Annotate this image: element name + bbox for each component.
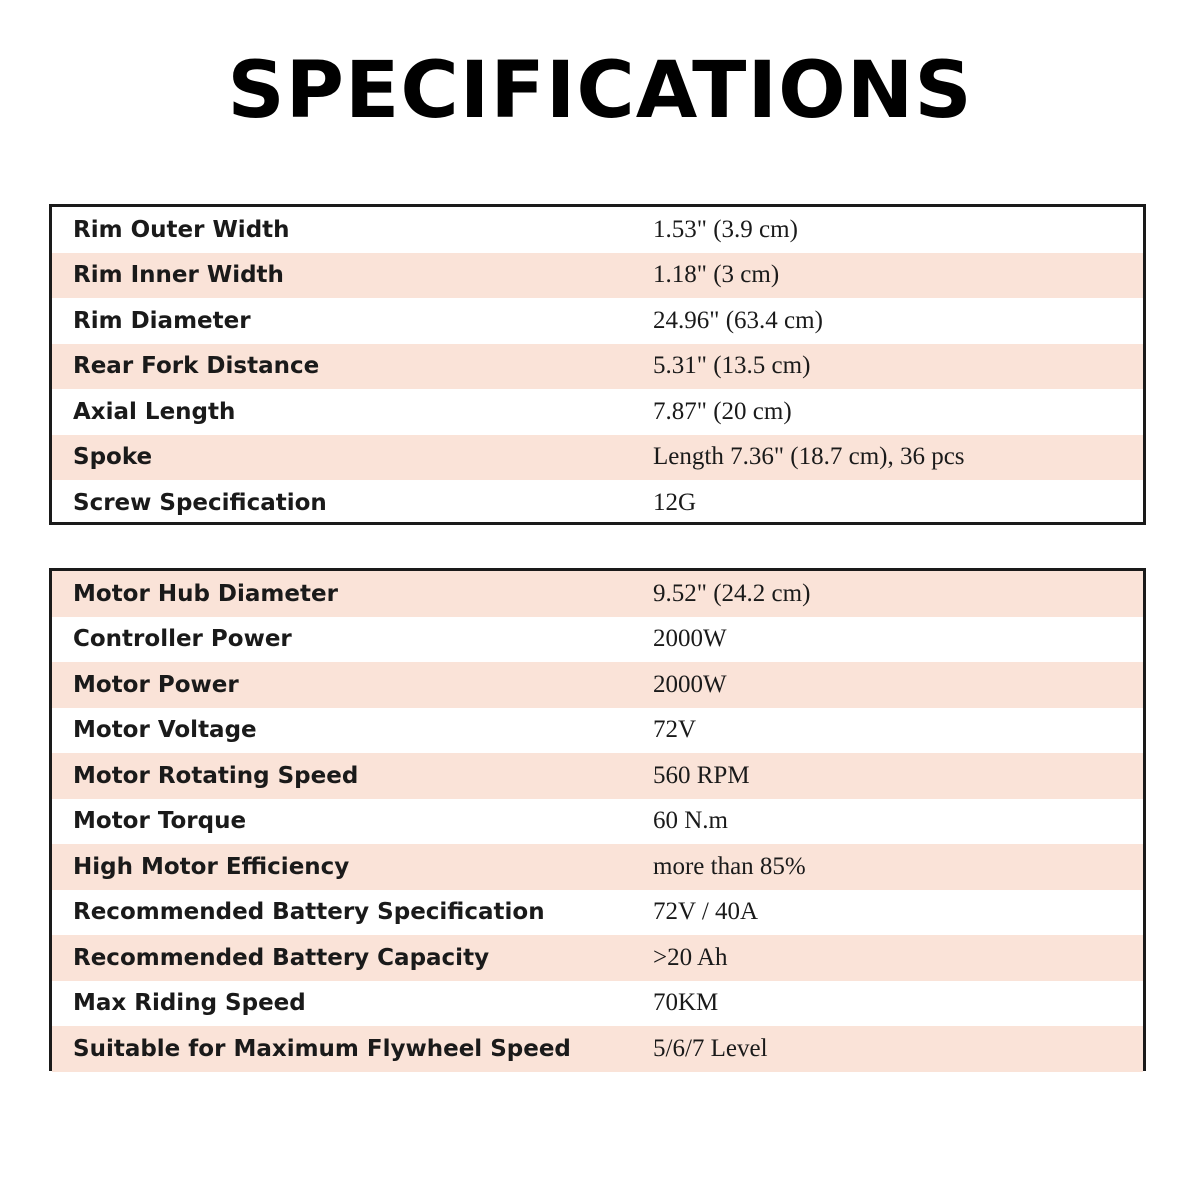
spec-value: 560 RPM	[653, 761, 750, 789]
spec-value: 60 N.m	[653, 807, 728, 835]
table-row	[52, 890, 1143, 936]
spec-value: 7.87" (20 cm)	[653, 397, 792, 425]
page-title: SPECIFICATIONS	[227, 46, 973, 136]
table-row	[52, 708, 1143, 754]
table-row	[52, 207, 1143, 253]
spec-label: Rim Outer Width	[73, 216, 290, 243]
spec-label: Max Riding Speed	[73, 990, 306, 1017]
spec-value: 5/6/7 Level	[653, 1034, 768, 1062]
spec-label: Rim Inner Width	[73, 262, 284, 289]
spec-value: 24.96" (63.4 cm)	[653, 306, 823, 334]
spec-value: 70KM	[653, 989, 719, 1017]
spec-value: more than 85%	[653, 852, 806, 880]
spec-label: High Motor Efficiency	[73, 853, 350, 880]
spec-value: Length 7.36" (18.7 cm), 36 pcs	[653, 443, 965, 471]
rim-spec-table	[49, 204, 1146, 525]
table-row	[52, 981, 1143, 1027]
spec-label: Suitable for Maximum Flywheel Speed	[73, 1035, 571, 1062]
table-row	[52, 253, 1143, 299]
spec-label: Recommended Battery Specification	[73, 899, 545, 926]
spec-value: 12G	[653, 488, 697, 516]
spec-value: 1.18" (3 cm)	[653, 261, 780, 289]
spec-label: Motor Torque	[73, 808, 247, 835]
table-row	[52, 480, 1143, 526]
spec-label: Controller Power	[73, 626, 292, 653]
spec-value: >20 Ah	[653, 943, 728, 971]
table-row	[52, 662, 1143, 708]
table-row	[52, 844, 1143, 890]
spec-label: Motor Voltage	[73, 717, 257, 744]
table-row	[52, 571, 1143, 617]
table-row	[52, 435, 1143, 481]
spec-value: 5.31" (13.5 cm)	[653, 352, 811, 380]
motor-spec-table	[49, 568, 1146, 1071]
spec-label: Spoke	[73, 444, 153, 471]
table-row	[52, 617, 1143, 663]
spec-label: Motor Power	[73, 671, 239, 698]
table-row	[52, 799, 1143, 845]
spec-value: 72V	[653, 716, 697, 744]
spec-label: Motor Hub Diameter	[73, 580, 338, 607]
spec-value: 2000W	[653, 670, 727, 698]
spec-value: 9.52" (24.2 cm)	[653, 579, 811, 607]
table-row	[52, 389, 1143, 435]
spec-label: Recommended Battery Capacity	[73, 944, 490, 971]
spec-value: 1.53" (3.9 cm)	[653, 215, 798, 243]
table-row	[52, 344, 1143, 390]
spec-value: 2000W	[653, 625, 727, 653]
table-row	[52, 298, 1143, 344]
table-row	[52, 935, 1143, 981]
spec-label: Screw Specification	[73, 489, 327, 516]
table-row	[52, 753, 1143, 799]
spec-label: Motor Rotating Speed	[73, 762, 359, 789]
spec-label: Rear Fork Distance	[73, 353, 320, 380]
table-row	[52, 1026, 1143, 1072]
spec-value: 72V / 40A	[653, 898, 759, 926]
spec-label: Rim Diameter	[73, 307, 251, 334]
spec-label: Axial Length	[73, 398, 236, 425]
